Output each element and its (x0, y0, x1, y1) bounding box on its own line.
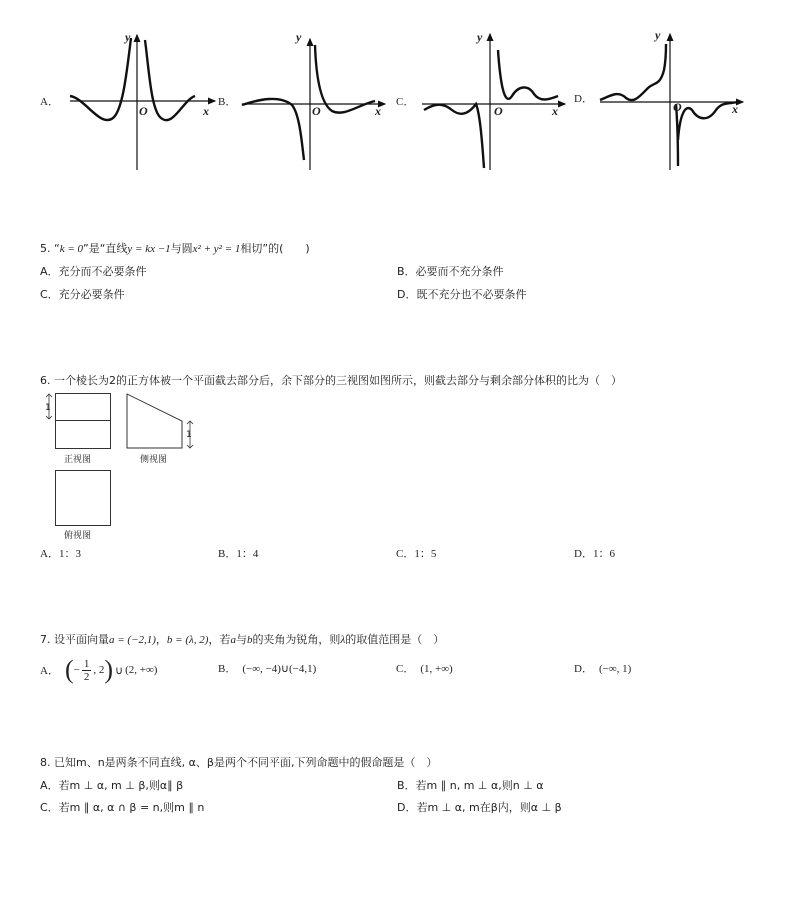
q4-option-a-label: A． (40, 96, 59, 108)
q7-stem-end1: 的夹角为锐角，则 (252, 633, 341, 646)
q7-stem-end2: 的取值范围是（ ） (345, 633, 445, 646)
q5-option-c[interactable]: C．充分必要条件 (40, 288, 125, 301)
q7-option-a-frac-num: 1 (83, 657, 90, 670)
q7-option-a-label: A． (40, 665, 59, 677)
q5-stem (40, 240, 310, 256)
q5-circle-eq: x² + y² = 1 (192, 243, 241, 255)
q5-option-a[interactable]: A．充分而不必要条件 (40, 265, 147, 278)
q5-option-d[interactable]: D．既不充分也不必要条件 (397, 288, 527, 301)
q7-option-a-paren-open: ( (64, 655, 74, 684)
q6-option-a[interactable]: A．1：3 (40, 548, 81, 560)
q7-option-b[interactable] (218, 660, 316, 676)
q7-option-a[interactable] (40, 650, 157, 690)
q7-option-d-label: D． (574, 663, 593, 675)
q5-stem-end: 相切”的( ) (240, 242, 310, 255)
q7-option-a-union: ∪ (115, 664, 124, 677)
q7-option-c-label: C． (396, 663, 415, 675)
q4-a-y-label: y (125, 30, 131, 44)
q7-stem-prefix: 7. 设平面向量 (40, 633, 109, 646)
q7-stem-mid: ，若 (208, 633, 231, 646)
q4-option-c-label: C． (396, 96, 415, 108)
q7-option-a-paren-close: ) (104, 655, 114, 684)
q6-option-b[interactable]: B．1：4 (218, 548, 259, 560)
q6-stem: 6. 一个棱长为2的正方体被一个平面截去部分后，余下部分的三视图如图所示，则截去部分与剩余部分体积的比为（ ） (40, 374, 622, 387)
q6-option-d[interactable]: D．1：6 (574, 548, 615, 560)
q4-graph-c (420, 30, 570, 175)
q7-with: 与 (235, 633, 247, 646)
q7-a-symbol: a (230, 634, 236, 646)
q8-stem: 8. 已知m、n是两条不同直线, α、β是两个不同平面,下列命题中的假命题是（ ） (40, 756, 438, 769)
q7-option-d-value: (−∞, 1) (598, 663, 632, 675)
q7-option-a-rest: (2, +∞) (125, 664, 158, 676)
q6-front-view-midline (56, 420, 110, 421)
q4-a-origin: O (139, 104, 148, 118)
q6-front-view (55, 393, 111, 449)
q4-d-y-label: y (655, 28, 661, 42)
q4-c-origin: O (494, 104, 503, 118)
q4-c-x-label: x (552, 104, 558, 118)
q7-option-a-comma: , 2 (93, 664, 105, 676)
q7-stem (40, 631, 444, 647)
q7-vector-a: a = (−2,1) (109, 634, 156, 646)
q6-side-view (126, 393, 206, 453)
q7-option-c[interactable] (396, 660, 453, 676)
q8-option-c[interactable]: C．若m ∥ α, α ∩ β = n,则m ∥ n (40, 801, 205, 814)
q7-option-d[interactable] (574, 660, 631, 676)
q7-option-a-minus: − (73, 664, 80, 676)
q6-side-caption: 侧视图 (140, 455, 168, 465)
q8-option-a[interactable]: A．若m ⊥ α, m ⊥ β,则α∥ β (40, 779, 184, 792)
q6-top-caption: 俯视图 (64, 531, 92, 541)
q7-option-c-value: (1, +∞) (420, 663, 453, 675)
q7-sep: ， (155, 633, 167, 646)
q4-b-origin: O (312, 104, 321, 118)
q7-option-a-frac-den: 2 (83, 670, 90, 683)
q4-d-origin: O (673, 100, 682, 114)
q6-option-c[interactable]: C．1：5 (396, 548, 437, 560)
q8-option-d[interactable]: D．若m ⊥ α, m在β内，则α ⊥ β (397, 801, 562, 814)
q5-k-eq: k = 0 (59, 243, 84, 255)
q6-front-caption: 正视图 (64, 455, 92, 465)
q4-b-x-label: x (375, 104, 381, 118)
q5-line-eq: y = kx −1 (127, 243, 171, 255)
q7-option-a-fraction (82, 658, 92, 683)
q7-b-symbol: b (246, 634, 253, 646)
q6-side-dim-label: 1 (186, 430, 192, 440)
q4-option-d-label: D． (574, 93, 593, 105)
q5-stem-prefix: 5. “ (40, 242, 60, 255)
q5-option-b[interactable]: B．必要而不充分条件 (397, 265, 504, 278)
q8-option-b[interactable]: B．若m ∥ n, m ⊥ α,则n ⊥ α (397, 779, 544, 792)
q5-stem-mid2: 与圆 (170, 242, 193, 255)
q7-option-b-label: B． (218, 663, 237, 675)
q5-stem-mid1: ”是“直线 (83, 242, 128, 255)
q6-top-view (55, 470, 111, 526)
q7-vector-b: b = (λ, 2) (166, 634, 209, 646)
q4-b-y-label: y (296, 30, 302, 44)
q4-a-x-label: x (203, 104, 209, 118)
q7-option-b-value: (−∞, −4)∪(−4,1) (242, 663, 317, 675)
q4-d-x-label: x (732, 102, 738, 116)
q7-lambda: λ (340, 634, 346, 646)
q4-graph-a (65, 30, 225, 175)
q6-front-dim-label: 1 (45, 403, 51, 413)
q4-c-y-label: y (477, 30, 483, 44)
q4-option-b-label: B． (218, 96, 237, 108)
